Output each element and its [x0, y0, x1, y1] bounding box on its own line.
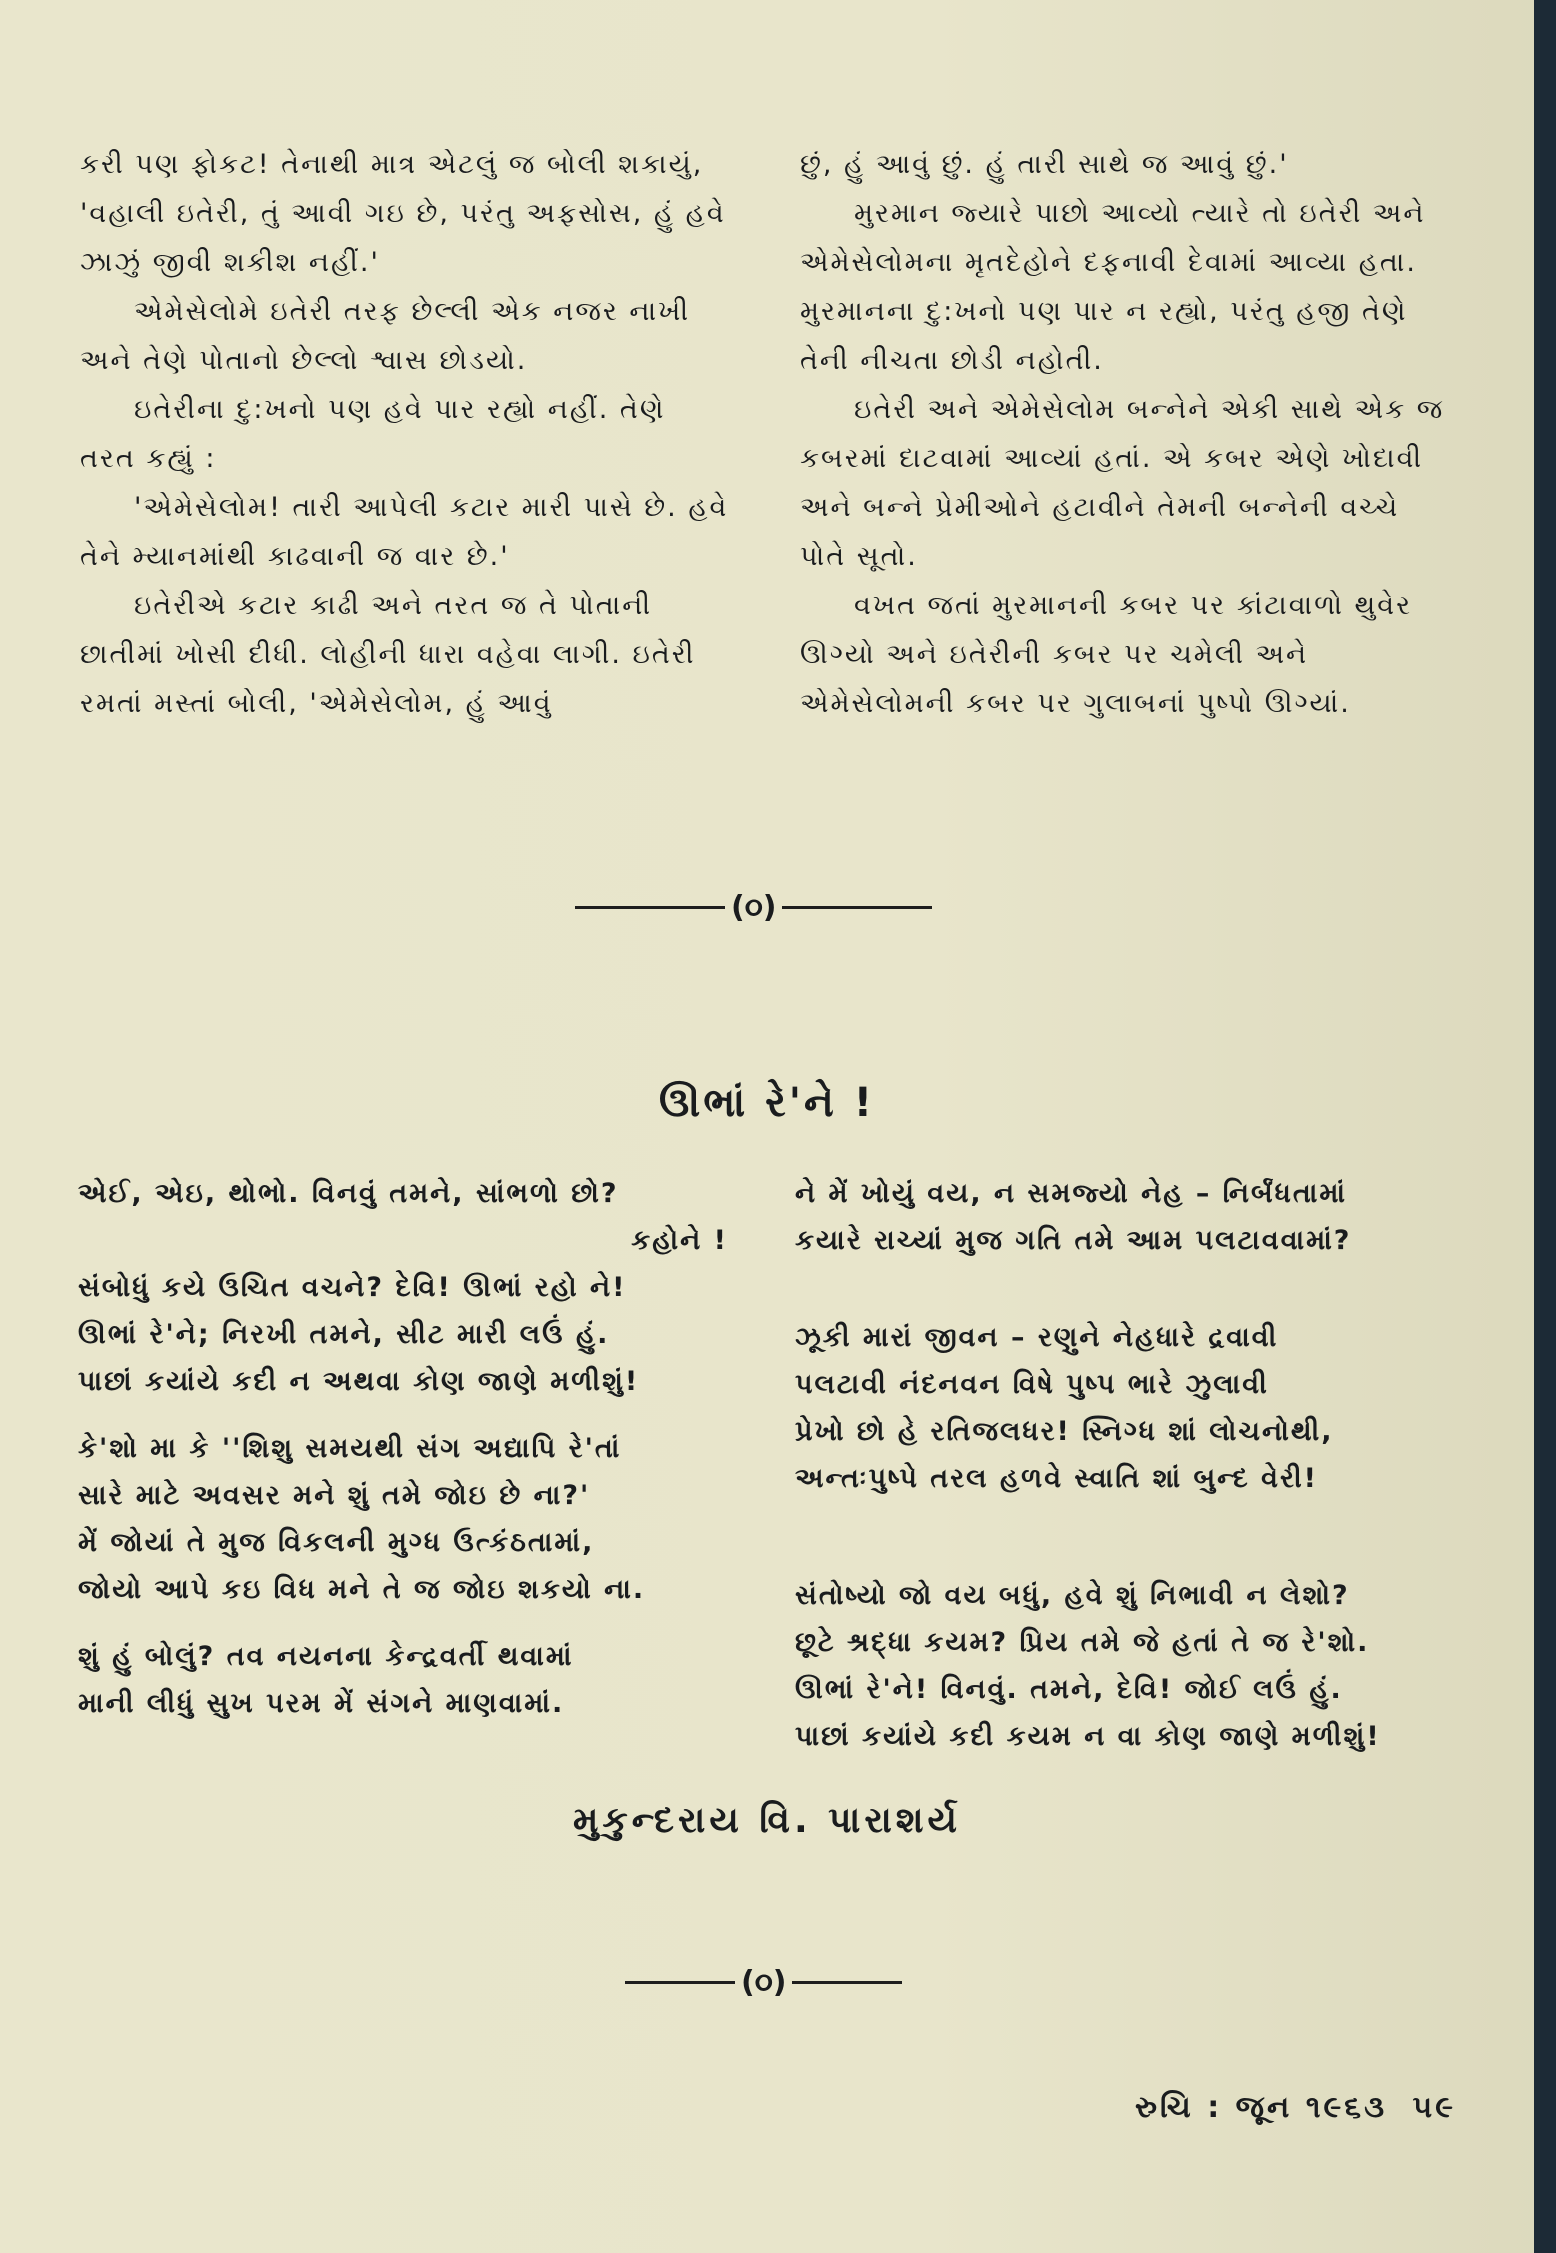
divider-line	[575, 906, 725, 909]
poem-line: સંતોષ્યો જો વય બધું, હવે શું નિભાવી ન લેશો?	[795, 1580, 1350, 1611]
story-left-column	[80, 140, 730, 728]
story-paragraph: 'એમેસેલોમ! તારી આપેલી કટાર મારી પાસે છે. હવે તેને મ્યાનમાંથી કાઢવાની જ વાર છે.'	[80, 492, 729, 572]
story-paragraph: કરી પણ ફોકટ! તેનાથી માત્ર એટલું જ બોલી શકાયું, 'વહાલી ઇતેરી, તું આવી ગઇ છે, પરંતુ અફસોસ, હું હવે ઝાઝું જીવી શકીશ નહીં.'	[80, 149, 726, 278]
poem-line: કે'શો મા કે ''શિશુ સમયથી સંગ અદ્યાપિ રે'તાં	[78, 1433, 622, 1464]
poem-line: પ્રેખો છો હે રતિજલધર! સ્નિગ્ધ શાં લોચનોથી,	[795, 1416, 1334, 1447]
poem-right-column	[795, 1170, 1455, 1780]
poem-line: પાછાં કયાંયે કદી કયમ ન વા કોણ જાણે મળીશું!	[795, 1721, 1381, 1752]
poem-line: માની લીધું સુખ પરમ મેં સંગને માણવામાં.	[78, 1688, 565, 1719]
poem-line: કહોને !	[631, 1225, 728, 1256]
poem-line: પલટાવી નંદનવન વિષે પુષ્પ ભારે ઝુલાવી	[795, 1369, 1269, 1400]
poem-line: છૂટે શ્રદ્ધા કયમ? પ્રિય તમે જે હતાં તે જ રે'શો.	[795, 1627, 1370, 1658]
poem-line: અન્તઃપુષ્પે તરલ હળવે સ્વાતિ શાં બુન્દ વેરી!	[795, 1463, 1318, 1494]
poem-line: સંબોધું કયે ઉચિત વચને? દેવિ! ઊભાં રહો ને!	[78, 1272, 627, 1303]
poem-line: કયારે રાચ્યાં મુજ ગતિ તમે આમ પલટાવવામાં?	[795, 1225, 1352, 1256]
poem-stanza	[78, 1425, 728, 1613]
poem-stanza	[795, 1170, 1455, 1264]
story-paragraph: છું, હું આવું છું. હું તારી સાથે જ આવું છું.'	[800, 149, 1289, 180]
divider-mark: (૦)	[741, 1965, 787, 2000]
divider-line	[782, 906, 932, 909]
poem-line: સારે માટે અવસર મને શું તમે જોઇ છે ના?'	[78, 1480, 591, 1511]
page-footer	[1123, 2090, 1456, 2125]
story-paragraph: એમેસેલોમે ઇતેરી તરફ છેલ્લી એક નજર નાખી અને તેણે પોતાનો છેલ્લો શ્વાસ છોડયો.	[80, 296, 691, 376]
story-paragraph: વખત જતાં મુરમાનની કબર પર કાંટાવાળો થુવેર ઊગ્યો અને ઇતેરીની કબર પર ચમેલી અને એમેસેલોમની કબર પર ગુલાબનાં પુષ્પો ઊગ્યાં.	[800, 590, 1413, 719]
divider-mark: (૦)	[731, 890, 777, 925]
poem-line: ને મેં ખોયું વય, ન સમજ્યો નેહ – નિર્બંધતામાં	[795, 1178, 1348, 1209]
poem-title: ઊભાં રે'ને !	[659, 1080, 875, 1126]
page-number: ૫૯	[1412, 2090, 1456, 2125]
poem-line: એઈ, એઇ, થોભો. વિનવું તમને, સાંભળો છો?	[78, 1178, 619, 1209]
poem-line: ઊભાં રે'ને! વિનવું. તમને, દેવિ! જોઈ લઉં હું.	[795, 1674, 1343, 1705]
poem-stanza	[795, 1314, 1455, 1502]
divider-line	[792, 1981, 902, 1984]
section-divider	[575, 890, 932, 925]
poem-line: જોયો આપે કઇ વિધ મને તે જ જોઇ શકયો ના.	[78, 1574, 646, 1605]
poem-line: ઝૂકી મારાં જીવન – રણુને નેહધારે દ્રવાવી	[795, 1322, 1279, 1353]
poem-line: ઊભાં રે'ને; નિરખી તમને, સીટ મારી લઉં હું.	[78, 1319, 610, 1350]
poem-line: શું હું બોલું? તવ નયનના કેન્દ્રવર્તી થવામાં	[78, 1641, 574, 1672]
poem-left-column	[78, 1170, 728, 1747]
poem-stanza	[78, 1170, 728, 1405]
story-paragraph: ઇતેરીએ કટાર કાઢી અને તરત જ તે પોતાની છાતીમાં ખોસી દીધી. લોહીની ધારા વહેવા લાગી. ઇતેરી રમતાં મસ્તાં બોલી, 'એમેસેલોમ, હું આવું	[80, 590, 696, 719]
poem-stanza	[78, 1633, 728, 1727]
story-paragraph: ઇતેરીના દુ:ખનો પણ હવે પાર રહ્યો નહીં. તેણે તરત કહ્યું :	[80, 394, 666, 474]
section-divider	[625, 1965, 902, 2000]
poem-line: પાછાં કયાંયે કદી ન અથવા કોણ જાણે મળીશું!	[78, 1366, 640, 1397]
divider-line	[625, 1981, 735, 1984]
journal-issue: રુચિ : જૂન ૧૯૬૩	[1134, 2090, 1388, 2125]
poem-stanza	[795, 1572, 1455, 1760]
story-paragraph: ઇતેરી અને એમેસેલોમ બન્નેને એકી સાથે એક જ કબરમાં દાટવામાં આવ્યાં હતાં. એ કબર એણે ખોદાવી અને બન્ને પ્રેમીઓને હટાવીને તેમની બન્નેની વચ્ચે પોતે સૂતો.	[800, 394, 1445, 572]
page-edge	[1534, 0, 1556, 2253]
poem-author: મુકુન્દરાય વિ. પારાશર્ય	[572, 1800, 962, 1841]
poem-line: મેં જોયાં તે મુજ વિકલની મુગ્ધ ઉત્કંઠતામાં,	[78, 1527, 595, 1558]
story-right-column	[800, 140, 1450, 728]
story-paragraph: મુરમાન જ્યારે પાછો આવ્યો ત્યારે તો ઇતેરી અને એમેસેલોમના મૃતદેહોને દફનાવી દેવામાં આવ્યા હતા. મુરમાનના દુ:ખનો પણ પાર ન રહ્યો, પરંતુ હજી તેણે તેની નીચતા છોડી નહોતી.	[800, 198, 1426, 376]
